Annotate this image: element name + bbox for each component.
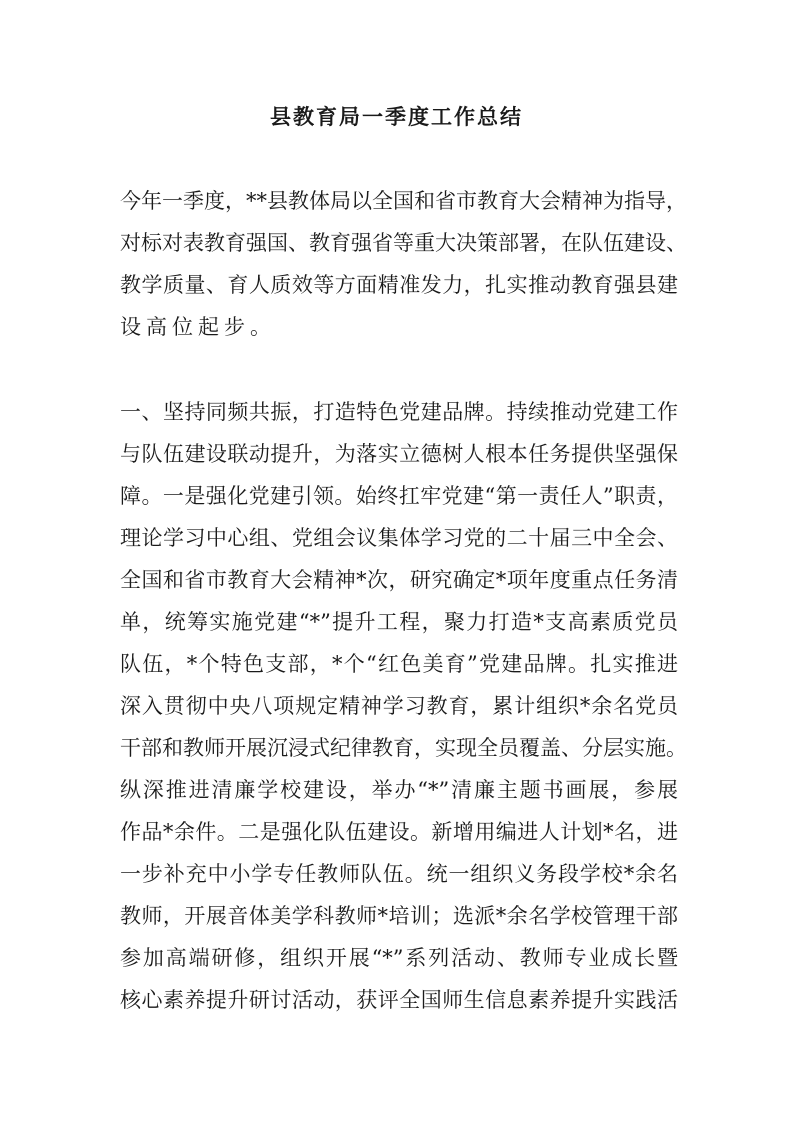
text-line: 纵深推进清廉学校建设，举办“*”清廉主题书画展，参展	[120, 778, 678, 802]
text-line: 深入贯彻中央八项规定精神学习教育，累计组织*余名党员	[120, 694, 678, 718]
text-line: 对标对表教育强国、教育强省等重大决策部署，在队伍建设、	[120, 231, 687, 255]
text-line: 教学质量、育人质效等方面精准发力，扎实推动教育强县建	[120, 273, 678, 297]
text-line: 教师，开展音体美学科教师*培训；选派*余名学校管理干部	[120, 904, 678, 928]
text-line: 障。一是强化党建引领。始终扛牢党建“第一责任人”职责，	[120, 484, 678, 508]
text-line: 干部和教师开展沉浸式纪律教育，实现全员覆盖、分层实施。	[120, 736, 687, 760]
paragraph-section-1	[120, 391, 687, 1021]
paragraph-intro	[120, 180, 687, 348]
document-title: 县教育局一季度工作总结	[270, 104, 523, 129]
text-line: 核心素养提升研讨活动，获评全国师生信息素养提升实践活	[120, 988, 678, 1012]
text-line: 设高位起步。	[120, 315, 276, 339]
text-line: 作品*余件。二是强化队伍建设。新增用编进人计划*名，进	[120, 820, 678, 844]
text-line: 理论学习中心组、党组会议集体学习党的二十届三中全会、	[120, 526, 678, 550]
text-line: 单，统筹实施党建“*”提升工程，聚力打造*支高素质党员	[120, 610, 678, 634]
text-line: 今年一季度，**县教体局以全国和省市教育大会精神为指导，	[120, 189, 687, 213]
text-line: 队伍，*个特色支部，*个“红色美育”党建品牌。扎实推进	[120, 652, 678, 676]
text-line: 参加高端研修，组织开展“*”系列活动、教师专业成长暨	[120, 946, 678, 970]
text-line: 与队伍建设联动提升，为落实立德树人根本任务提供坚强保	[120, 442, 678, 466]
text-line: 一、坚持同频共振，打造特色党建品牌。持续推动党建工作	[120, 400, 678, 424]
text-line: 一步补充中小学专任教师队伍。统一组织义务段学校*余名	[120, 862, 678, 886]
text-line: 全国和省市教育大会精神*次，研究确定*项年度重点任务清	[120, 568, 678, 592]
